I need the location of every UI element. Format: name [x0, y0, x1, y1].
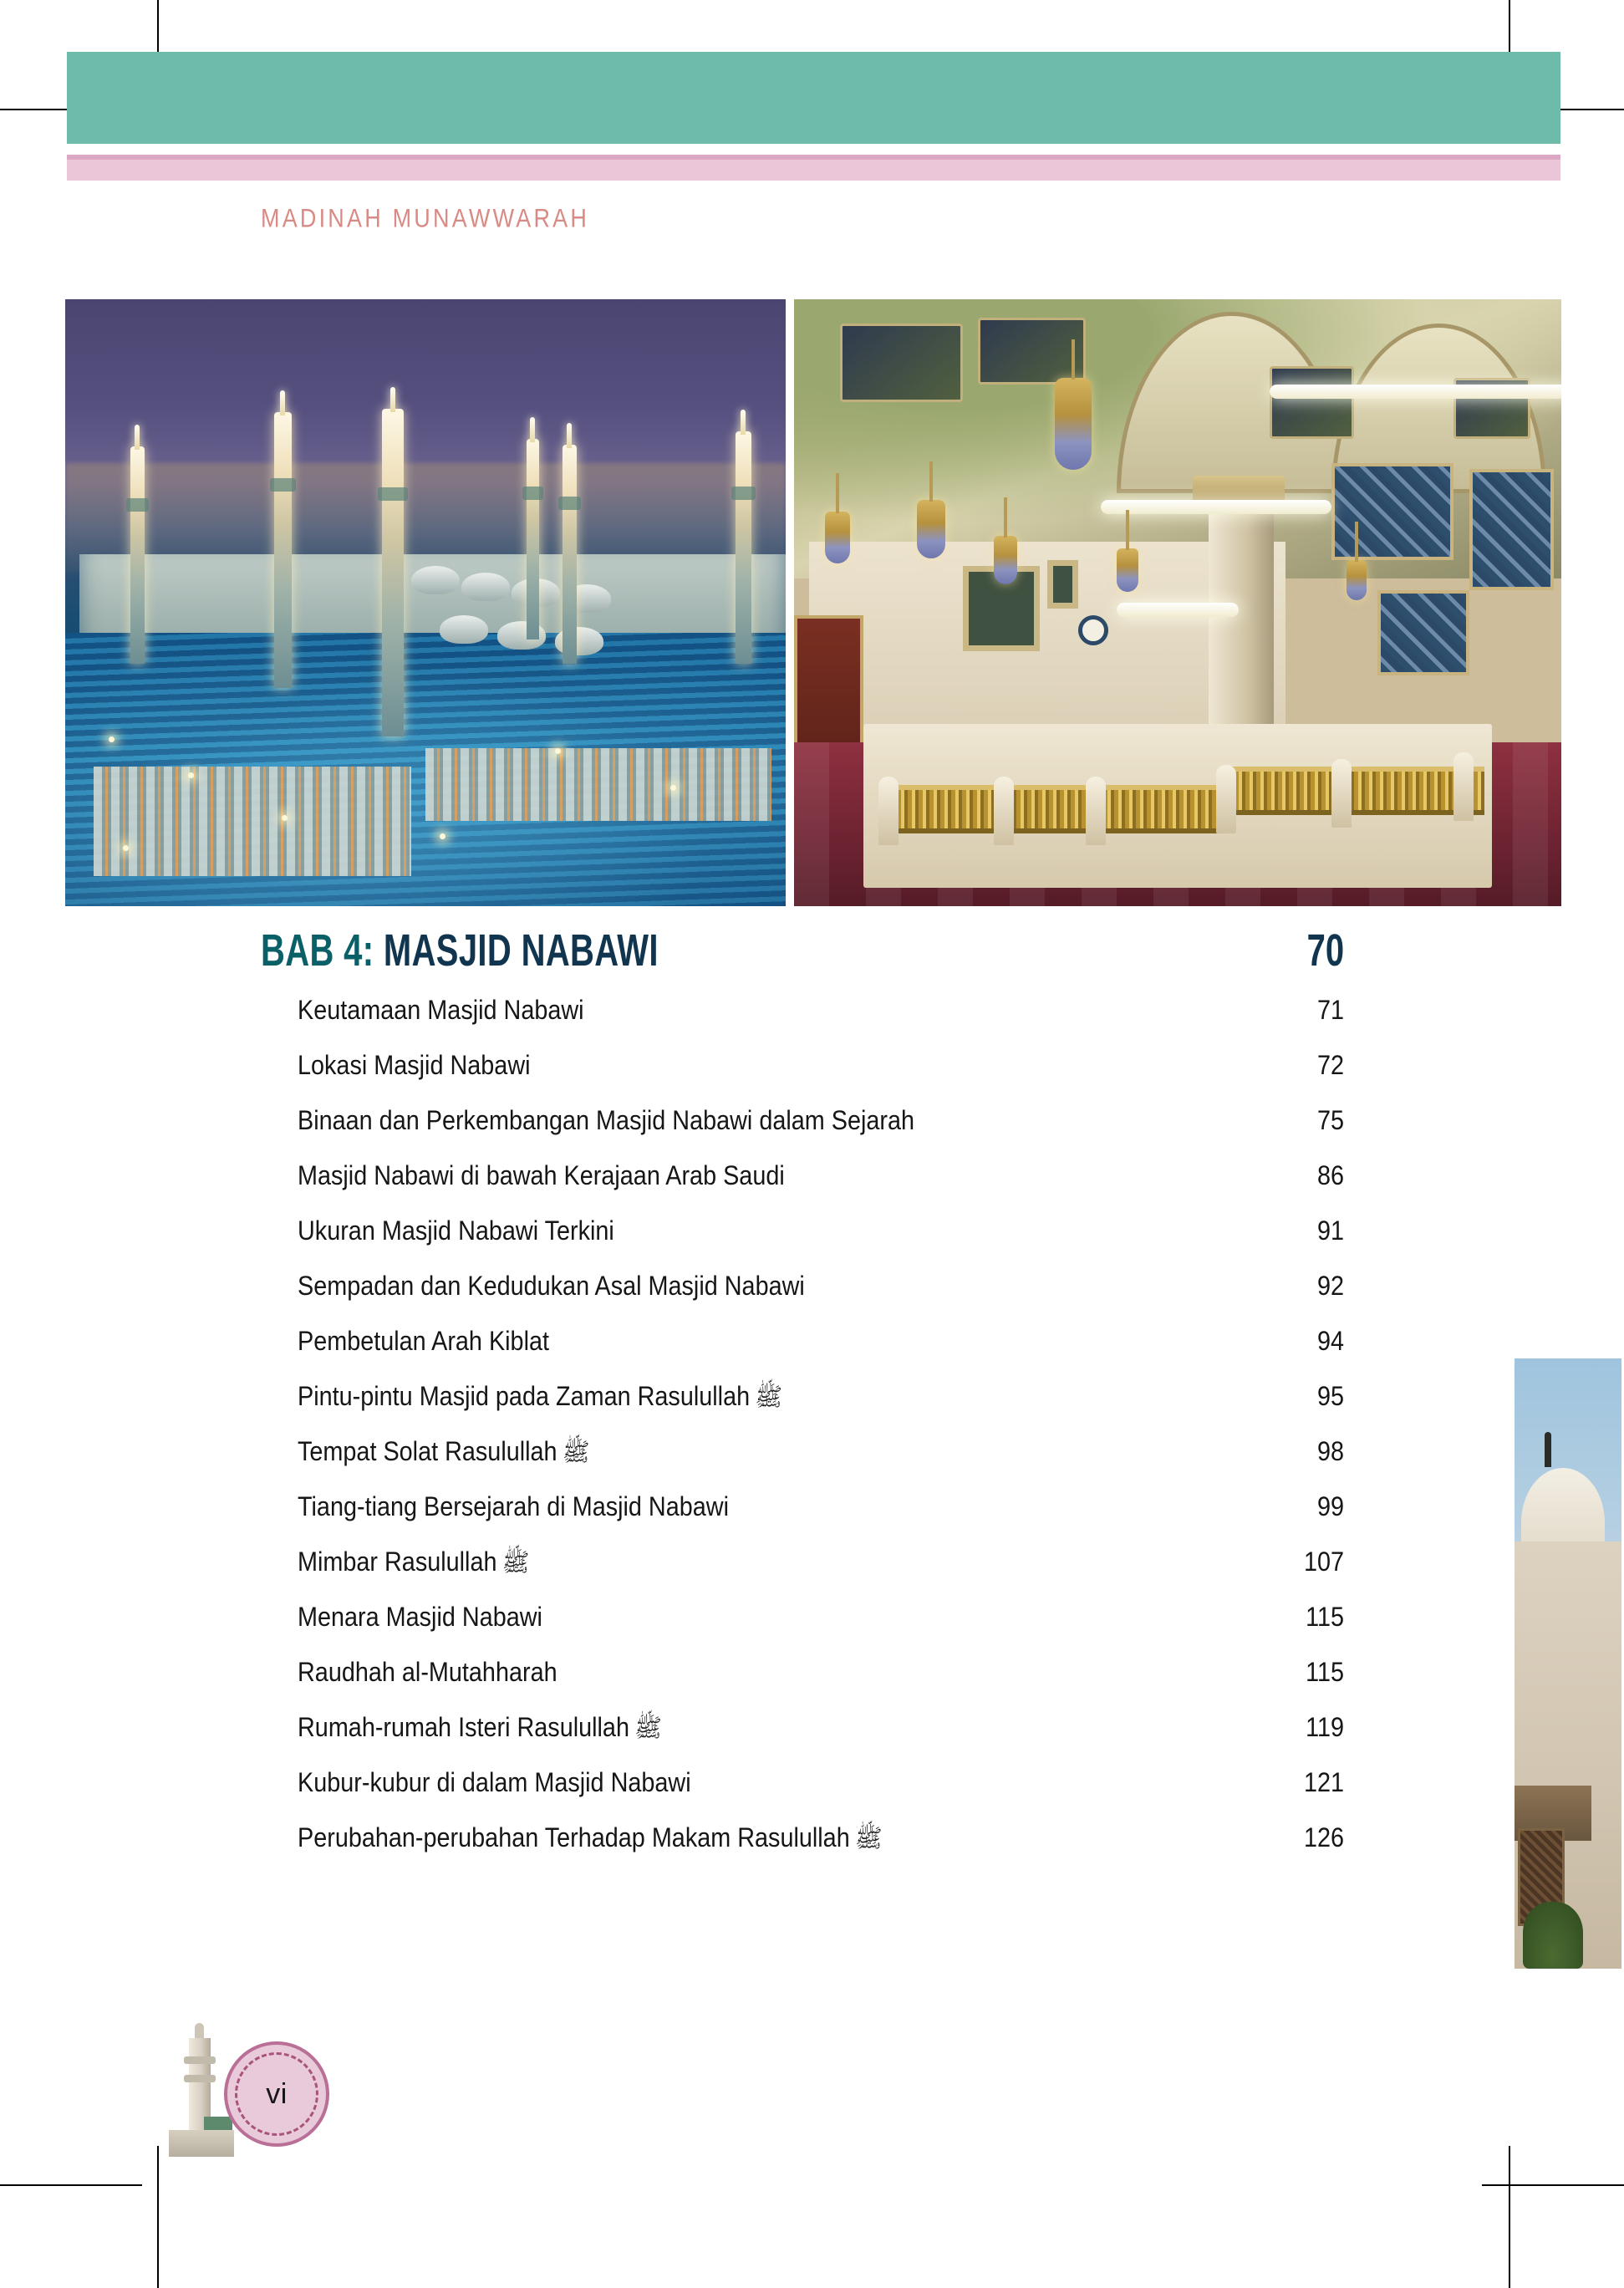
toc-entry-page: 121 [1303, 1767, 1344, 1797]
toc-entry-label [298, 1767, 1170, 1798]
toc-entry-page: 107 [1303, 1547, 1344, 1577]
toc-chapter-page: 70 [1306, 925, 1344, 976]
photo-masjid-nabawi-aerial-night [65, 299, 786, 906]
toc-entry-label [298, 1491, 1170, 1522]
toc-entry-text: Keutamaan Masjid Nabawi [298, 995, 584, 1025]
folio-badge [167, 2023, 351, 2173]
toc-entry-label [298, 1271, 1170, 1302]
folio-number: vi [266, 2077, 288, 2110]
toc-entry-text: Perubahan-perubahan Terhadap Makam Rasulullah [298, 1822, 850, 1852]
toc-entry[interactable] [261, 1602, 1344, 1657]
toc-chapter-heading[interactable] [261, 925, 1344, 976]
toc-entry[interactable] [261, 1657, 1344, 1712]
toc-entry[interactable] [261, 1326, 1344, 1381]
running-head: MADINAH MUNAWWARAH [261, 203, 590, 233]
toc-entry-page: 92 [1316, 1271, 1344, 1301]
toc-entry[interactable] [261, 1491, 1344, 1547]
toc-entry-page: 119 [1306, 1712, 1344, 1742]
toc-entry-label [298, 1436, 1170, 1473]
toc-entry-page: 94 [1316, 1326, 1344, 1356]
toc-entry-text: Lokasi Masjid Nabawi [298, 1050, 531, 1080]
toc-entry[interactable] [261, 1712, 1344, 1767]
crop-mark-bottom-left [157, 2146, 159, 2288]
toc-entry[interactable] [261, 1160, 1344, 1215]
toc-chapter-name: MASJID NABAWI [383, 925, 659, 976]
toc-entry-text: Menara Masjid Nabawi [298, 1602, 542, 1632]
toc-entry-label [298, 1547, 1170, 1583]
toc-entry[interactable] [261, 1436, 1344, 1491]
toc-entry-label [298, 1381, 1170, 1418]
sallallahu-alayhi-wasallam-icon: ﷺ [562, 1439, 590, 1466]
toc-entry-page: 95 [1316, 1381, 1344, 1411]
photo-masjid-nabawi-interior [794, 299, 1561, 906]
toc-entry[interactable] [261, 1547, 1344, 1602]
toc-entry[interactable] [261, 1822, 1344, 1878]
toc-entry-text: Ukuran Masjid Nabawi Terkini [298, 1215, 614, 1246]
toc-entry-page: 86 [1316, 1160, 1344, 1190]
toc-entry-page: 115 [1306, 1657, 1344, 1687]
toc-entry-page: 71 [1316, 995, 1344, 1025]
toc-entry[interactable] [261, 1050, 1344, 1105]
toc-entry-label [298, 1105, 1170, 1136]
toc-entry-label [298, 995, 1170, 1026]
toc-entry[interactable] [261, 1215, 1344, 1271]
toc-entry-text: Raudhah al-Mutahharah [298, 1657, 557, 1687]
toc-entry-text: Masjid Nabawi di bawah Kerajaan Arab Saudi [298, 1160, 785, 1190]
toc-entry-text: Sempadan dan Kedudukan Asal Masjid Nabawi [298, 1271, 805, 1301]
toc-entry-page: 115 [1306, 1602, 1344, 1632]
toc-entry[interactable] [261, 1767, 1344, 1822]
toc-entry-label [298, 1160, 1170, 1191]
folio-circle [224, 2041, 329, 2147]
toc-entry-page: 98 [1316, 1436, 1344, 1466]
toc-entry-list [261, 995, 1344, 1878]
toc-entry-page: 126 [1303, 1822, 1344, 1852]
toc-entry-text: Binaan dan Perkembangan Masjid Nabawi dalam Sejarah [298, 1105, 915, 1135]
toc-entry-page: 72 [1316, 1050, 1344, 1080]
toc-entry-text: Tempat Solat Rasulullah [298, 1436, 557, 1466]
toc-entry-label [298, 1602, 1170, 1633]
toc-entry-label [298, 1657, 1170, 1688]
toc-entry-text: Rumah-rumah Isteri Rasulullah [298, 1712, 629, 1742]
table-of-contents [261, 925, 1344, 1878]
toc-chapter-prefix: BAB 4: [261, 925, 374, 976]
photo-row [65, 299, 1561, 906]
toc-entry-label [298, 1326, 1170, 1357]
header-teal-band [67, 52, 1560, 144]
toc-entry-label [298, 1050, 1170, 1081]
crop-mark-right-bottom [1482, 2184, 1624, 2186]
toc-entry[interactable] [261, 1105, 1344, 1160]
toc-entry-label [298, 1215, 1170, 1246]
toc-chapter-title [261, 925, 1026, 976]
toc-entry-label [298, 1822, 1170, 1859]
sallallahu-alayhi-wasallam-icon: ﷺ [501, 1549, 530, 1577]
toc-entry-page: 91 [1316, 1215, 1344, 1246]
sallallahu-alayhi-wasallam-icon: ﷺ [755, 1384, 783, 1411]
toc-entry-text: Pintu-pintu Masjid pada Zaman Rasulullah [298, 1381, 751, 1411]
toc-entry-text: Kubur-kubur di dalam Masjid Nabawi [298, 1767, 691, 1797]
toc-entry-text: Mimbar Rasulullah [298, 1547, 497, 1577]
crop-mark-left-bottom [0, 2184, 142, 2186]
sallallahu-alayhi-wasallam-icon: ﷺ [855, 1825, 883, 1852]
header-pink-band [67, 160, 1560, 181]
toc-entry-page: 75 [1316, 1105, 1344, 1135]
photo-edge-strip [1515, 1358, 1621, 1969]
toc-entry-page: 99 [1316, 1491, 1344, 1521]
toc-entry[interactable] [261, 1381, 1344, 1436]
toc-entry-text: Tiang-tiang Bersejarah di Masjid Nabawi [298, 1491, 729, 1521]
toc-entry-text: Pembetulan Arah Kiblat [298, 1326, 549, 1356]
crop-mark-bottom-right [1509, 2146, 1510, 2288]
toc-entry[interactable] [261, 1271, 1344, 1326]
toc-entry[interactable] [261, 995, 1344, 1050]
sallallahu-alayhi-wasallam-icon: ﷺ [634, 1715, 662, 1742]
toc-entry-label [298, 1712, 1170, 1749]
